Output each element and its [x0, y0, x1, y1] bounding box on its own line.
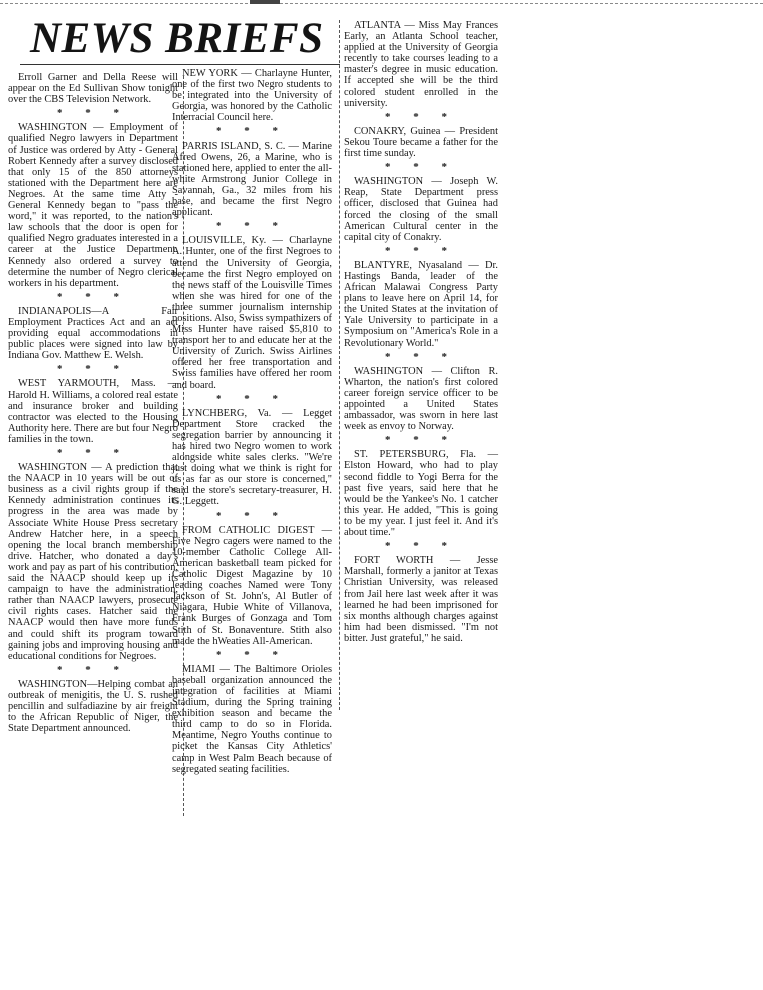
news-item: FORT WORTH — Jesse Marshall, formerly a janitor at Texas Christian University, was released from Jail here last week after it was learned he had been imprisoned for six months although charges against him had been dismissed. "I'm not bitter. Just grateful," he said. — [344, 555, 498, 644]
news-item: WEST YARMOUTH, Mass. — Harold H. Williams, a colored real estate and insurance broker and building contractor was elected to the Housing Authority here. There are but four Negro families in the town. — [8, 378, 178, 445]
star-separator: * * * — [385, 540, 457, 553]
news-item: INDIANAPOLIS—A Fair Employment Practices Act and an act providing equal accommodations in public places were signed into law by Indiana Gov. Matthew E. Welsh. — [8, 305, 178, 362]
news-item: WASHINGTON—Helping combat an outbreak of menigitis, the U. S. rushed pencillin and sulfadiazine by air freight to the African Republic of Niger, the State Department announced. — [8, 678, 178, 735]
news-item: MIAMI — The Baltimore Orioles baseball organization announced the integration of facilities at Miami Stadium, during the Spring training exhibition season and became the third camp to do so in Florida. Meantime, Negro Youths continue to picket the Kansas City Athletics' camp in West Palm Beach because of segregated seating facilities. — [172, 663, 332, 775]
headline-rule — [20, 64, 340, 65]
news-item: LYNCHBERG, Va. — Legget Department Store cracked the segregation barrier by announcing it has hired two Negro women to work alongside white sales clerks. "We're just doing what we think is right for us as far as our store is concerned," said the store's secretary-treasurer, H. G. Leggett. — [172, 407, 332, 508]
column-divider-2 — [339, 20, 340, 710]
star-separator: * * * — [57, 290, 129, 303]
headline: NEWS BRIEFS — [30, 15, 324, 62]
news-item: FROM CATHOLIC DIGEST — Five Negro cagers were named to the 10-member Catholic College All-American basketball team picked for Catholic Digest Magazine by 10 leading coaches Named were Tony Jackson of St. John's, Al Butler of Niagara, Hubie White of Villanova, Frank Burges of Gonzaga and Tom Stith of St. Bonaventure. Stith also made the hWeaties All-American. — [172, 524, 332, 647]
star-separator: * * * — [216, 648, 288, 661]
news-item: WASHINGTON — A prediction that the NAACP in 10 years will be out of business as a civil rights group if the Kennedy administration continues its progress in the area was made by Associate White House Press secretary Andrew Hatcher here, in a speech opening the local branch membership drive. Hatcher, who donated a day's work and pay as part of his contribution, said the NAACP should keep up its campaign to have the administration, rather than NAACP lawyers, prosecute civil rights cases. Hatcher said the NAACP would then have more funds and could shift its program toward gaining jobs and improving housing and educational conditions for Negroes. — [8, 462, 178, 662]
news-item: WASHINGTON — Joseph W. Reap, State Department press officer, disclosed that Guinea had forced the closing of the small American Cultural center in the capital city of Conakry. — [344, 176, 498, 243]
news-item: NEW YORK — Charlayne Hunter, one of the first two Negro students to be integrated into the University of Georgia, was honored by the Catholic Interracial Council here. — [172, 68, 332, 124]
news-column-3 — [344, 20, 498, 647]
news-item: WASHINGTON — Clifton R. Wharton, the nation's first colored career foreign service officer to be appointed a United States ambassador, was sworn in here last week as envoy to Norway. — [344, 365, 498, 433]
star-separator: * * * — [216, 220, 288, 233]
news-item: Erroll Garner and Della Reese will appear on the Ed Sullivan Show tonight over the CBS Television Network. — [8, 72, 178, 106]
news-column-1 — [8, 72, 178, 737]
star-separator: * * * — [385, 434, 457, 447]
star-separator: * * * — [216, 125, 288, 138]
news-item: PARRIS ISLAND, S. C. — Marine Afred Owens, 26, a Marine, who is stationed here, applied to enter the all-white Armstrong Junior College in Savannah, Ga., 32 miles from his base, and became the first Negro applicant. — [172, 140, 332, 219]
star-separator: * * * — [57, 663, 129, 676]
news-item: WASHINGTON — Employment of qualified Negro lawyers in Department of Justice was ordered by Atty - General Robert Kennedy after a survey disclosed that only 15 of the 850 attorneys stationed with the Department here are Negroes. At the same time Atty - General Kennedy began to "pass the word," it was reported, to the nation's law schools that the door is open for qualified Negro graduates interested in a career at the Justice Department. Kennedy also ordered a survey to determine the number of Negro clerical workers in his department. — [8, 122, 178, 289]
star-separator: * * * — [57, 363, 129, 376]
star-separator: * * * — [57, 107, 129, 120]
news-item: LOUISVILLE, Ky. — Charlayne A. Hunter, one of the first Negroes to attend the University of Georgia, became the first Negro employed on the news staff of the Louisville Times when she was hired for one of the three summer journalism internship positions. Also, Swiss sympathizers of Miss Hunter have raised $5,810 to transport her to and educate her at the University of Zurich. Swiss Airlines offered her free transportation and Swiss families have offered her room and board. — [172, 235, 332, 391]
news-item: ATLANTA — Miss May Frances Early, an Atlanta School teacher, applied at the University of Georgia recently to take courses leading to a master's degree in music education. If accepted she will be the third colored student enrolled in the university. — [344, 20, 498, 109]
clipping-top-mark — [250, 0, 280, 4]
news-item: ST. PETERSBURG, Fla. — Elston Howard, who had to play second fiddle to Yogi Berra for the past five years, said here that he would be the Yankee's No. 1 catcher this year. He added, "This is going to be my year. I just feel it. And it's about time." — [344, 449, 498, 539]
star-separator: * * * — [385, 244, 457, 257]
star-separator: * * * — [385, 110, 457, 123]
news-item: BLANTYRE, Nyasaland — Dr. Hastings Banda, leader of the African Malawai Congress Party plans to leave here on April 14, for the United States at the invitation of Yale University to participate in a Symposium on "America's Role in a Revolutionary World." — [344, 259, 498, 349]
star-separator: * * * — [216, 392, 288, 405]
star-separator: * * * — [385, 161, 457, 174]
star-separator: * * * — [216, 509, 288, 522]
news-column-2 — [172, 68, 332, 778]
star-separator: * * * — [385, 350, 457, 363]
news-item: CONAKRY, Guinea — President Sekou Toure became a father for the first time sunday. — [344, 125, 498, 160]
star-separator: * * * — [57, 447, 129, 459]
clipping-top-edge — [0, 3, 763, 4]
